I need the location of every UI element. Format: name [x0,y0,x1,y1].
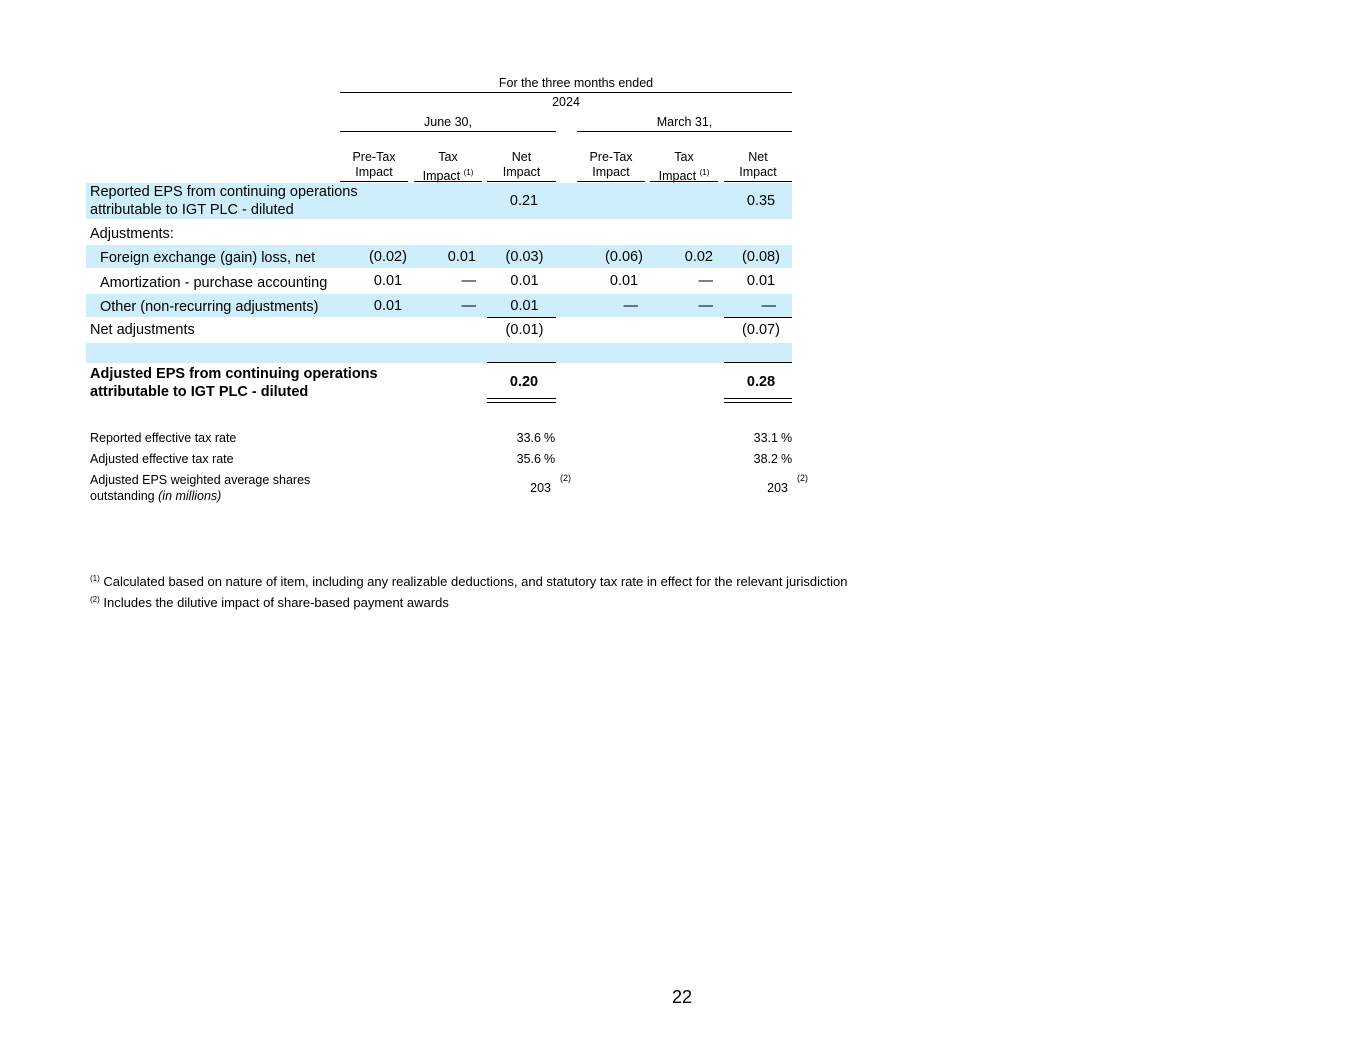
col-pretax-march: Pre-Tax Impact [589,150,633,179]
period-header: For the three months ended [498,76,654,90]
other-label: Other (non-recurring adjustments) [100,299,319,315]
fx-june-pretax: (0.02) [369,249,407,265]
march-rule [577,131,792,132]
col-rule [340,181,408,182]
amort-june-pretax: 0.01 [373,273,403,289]
other-june-pretax: 0.01 [373,298,403,314]
col-net-march: Net Impact [739,150,777,179]
net-adjustments-june: (0.01) [505,322,544,338]
other-june-net: 0.01 [510,298,539,314]
row-band [86,343,792,363]
shares-march: 203 [767,481,788,495]
footnote-2: $^{(2)}$ Includes the dilutive impact of share-based payment awards [90,595,449,610]
adjustments-label: Adjustments: [90,226,174,242]
amort-march-net: 0.01 [746,273,776,289]
amort-june-tax: — [461,273,476,289]
reported-tax-rate-label: Reported effective tax rate [90,431,237,445]
amort-march-tax: — [698,273,713,289]
date-header-march: March 31, [656,115,713,129]
shares-label: Adjusted EPS weighted average shares outstanding (in millions) [90,473,311,503]
col-rule [487,181,556,182]
shares-june: 203 [530,481,551,495]
fx-june-tax: 0.01 [447,249,476,265]
adjusted-top-rule-june [487,362,556,363]
reported-eps-june: 0.21 [509,193,539,209]
adjusted-tax-rate-june: 35.6 [516,452,541,466]
other-march-pretax: — [623,298,638,314]
net-adjustments-label: Net adjustments [90,322,195,338]
amort-march-pretax: 0.01 [609,273,639,289]
reported-tax-rate-june: 33.6 [516,431,541,445]
adjusted-eps-june: 0.20 [509,374,539,390]
june-rule [340,131,556,132]
other-march-tax: — [698,298,713,314]
other-march-net: — [761,298,776,314]
fx-march-net: (0.08) [742,249,780,265]
col-rule [724,181,792,182]
shares-march-note: (2) [797,473,808,483]
amort-june-net: 0.01 [510,273,539,289]
adjusted-eps-label: Adjusted EPS from continuing operations attributable to IGT PLC - diluted [90,366,378,400]
adjusted-eps-march: 0.28 [746,374,776,390]
fx-march-pretax: (0.06) [605,249,643,265]
amortization-label: Amortization - purchase accounting [100,275,328,291]
page-number: 22 [671,987,693,1007]
reported-tax-rate-june-unit: % [544,431,556,445]
col-rule [577,181,645,182]
other-june-tax: — [461,298,476,314]
fx-june-net: (0.03) [505,249,544,265]
net-rule-march [724,317,792,318]
col-pretax-june: Pre-Tax Impact [352,150,396,179]
shares-june-note: (2) [560,473,571,483]
fx-march-tax: 0.02 [684,249,713,265]
fx-label: Foreign exchange (gain) loss, net [100,250,316,266]
date-header-june: June 30, [424,115,472,129]
reported-tax-rate-march-unit: % [781,431,793,445]
adjusted-tax-rate-june-unit: % [544,452,556,466]
net-rule-june [487,317,556,318]
footnote-1: $^{(1)}$ Calculated based on nature of item, including any realizable deductions, and statutory tax rate in effect for the relevant jurisdiction [90,574,848,589]
reported-eps-march: 0.35 [746,193,776,209]
total-double-rule-march [724,398,792,403]
adjusted-top-rule-march [724,362,792,363]
year-header: 2024 [552,95,580,109]
col-tax-march: Tax Impact $^{(1)}$ [658,150,710,183]
header-rule [340,92,792,93]
adjusted-tax-rate-march: 38.2 [753,452,778,466]
reported-eps-label: Reported EPS from continuing operations attributable to IGT PLC - diluted [90,184,358,218]
adjusted-tax-rate-label: Adjusted effective tax rate [90,452,234,466]
total-double-rule-june [487,398,556,403]
col-rule [650,181,718,182]
net-adjustments-march: (0.07) [742,322,780,338]
col-tax-june: Tax Impact $^{(1)}$ [422,150,474,183]
col-net-june: Net Impact [502,150,541,179]
reported-tax-rate-march: 33.1 [753,431,778,445]
col-rule [414,181,482,182]
adjusted-tax-rate-march-unit: % [781,452,793,466]
